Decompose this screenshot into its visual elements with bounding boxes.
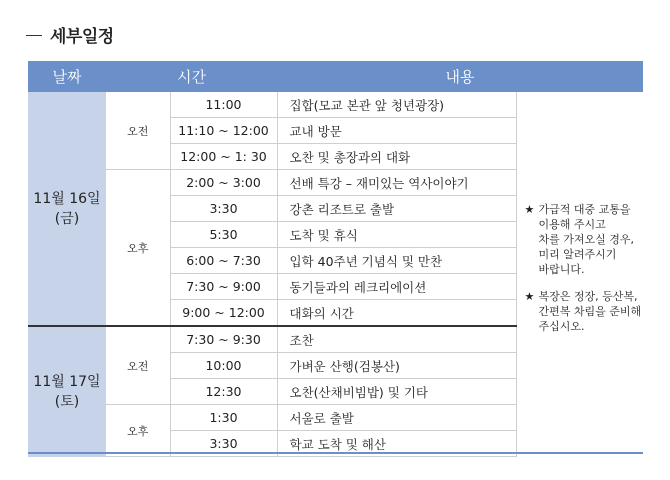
content-cell: 서울로 출발: [277, 405, 516, 431]
content-cell: 교내 방문: [277, 118, 516, 144]
content-cell: 오찬 및 총장과의 대화: [277, 144, 516, 170]
time-cell: 11:00: [170, 92, 277, 118]
content-cell: 집합(모교 본관 앞 청년광장): [277, 92, 516, 118]
date-label: 11월 17일: [33, 373, 101, 390]
period-label: 오전: [106, 326, 170, 405]
weekday-label: (토): [54, 393, 80, 410]
header-time: 시간: [106, 61, 277, 92]
date-label: 11월 16일: [33, 190, 101, 207]
time-cell: 10:00: [170, 353, 277, 379]
time-cell: 3:30: [170, 431, 277, 457]
header-date: 날짜: [28, 61, 106, 92]
bottom-rule: [28, 452, 643, 454]
content-cell: 오찬(산채비빔밥) 및 기타: [277, 379, 516, 405]
period-label: 오후: [106, 405, 170, 457]
period-label: 오전: [106, 92, 170, 170]
note-text: 복장은 정장, 등산복, 간편복 차림을 준비해 주십시오.: [538, 290, 642, 334]
note-item: [525, 202, 644, 277]
time-cell: 12:30: [170, 379, 277, 405]
schedule-table: [28, 61, 643, 457]
content-cell: 대화의 시간: [277, 300, 516, 327]
content-cell: 조찬: [277, 326, 516, 353]
time-cell: 2:00 ~ 3:00: [170, 170, 277, 196]
date-cell: [28, 92, 106, 326]
title-decoration-line: [26, 35, 42, 36]
time-cell: 6:00 ~ 7:30: [170, 248, 277, 274]
note-item: [525, 289, 644, 334]
time-cell: 9:00 ~ 12:00: [170, 300, 277, 327]
time-cell: 3:30: [170, 196, 277, 222]
time-cell: 1:30: [170, 405, 277, 431]
time-cell: 5:30: [170, 222, 277, 248]
star-icon: ★: [524, 203, 535, 217]
page-title: 세부일정: [50, 27, 114, 47]
content-cell: 선배 특강 – 재미있는 역사이야기: [277, 170, 516, 196]
period-label: 오후: [106, 170, 170, 327]
star-icon: ★: [524, 290, 535, 304]
schedule-body: [28, 92, 643, 457]
header-content: 내용: [277, 61, 643, 92]
time-cell: 7:30 ~ 9:00: [170, 274, 277, 300]
table-header-row: [28, 61, 643, 92]
note-text: 가급적 대중 교통을 이용해 주시고 차를 가져오실 경우, 미리 알려주시기 바랍니다.: [538, 203, 635, 277]
content-cell: 강촌 리조트로 출발: [277, 196, 516, 222]
content-cell: 동기들과의 레크리에이션: [277, 274, 516, 300]
content-cell: 학교 도착 및 해산: [277, 431, 516, 457]
time-cell: 7:30 ~ 9:30: [170, 326, 277, 353]
content-cell: 입학 40주년 기념식 및 만찬: [277, 248, 516, 274]
content-cell: 가벼운 산행(검봉산): [277, 353, 516, 379]
time-cell: 11:10 ~ 12:00: [170, 118, 277, 144]
date-cell: [28, 326, 106, 457]
content-cell: 도착 및 휴식: [277, 222, 516, 248]
weekday-label: (금): [54, 210, 80, 227]
schedule-row: [28, 92, 643, 118]
notes-cell: [516, 92, 643, 457]
time-cell: 12:00 ~ 1: 30: [170, 144, 277, 170]
